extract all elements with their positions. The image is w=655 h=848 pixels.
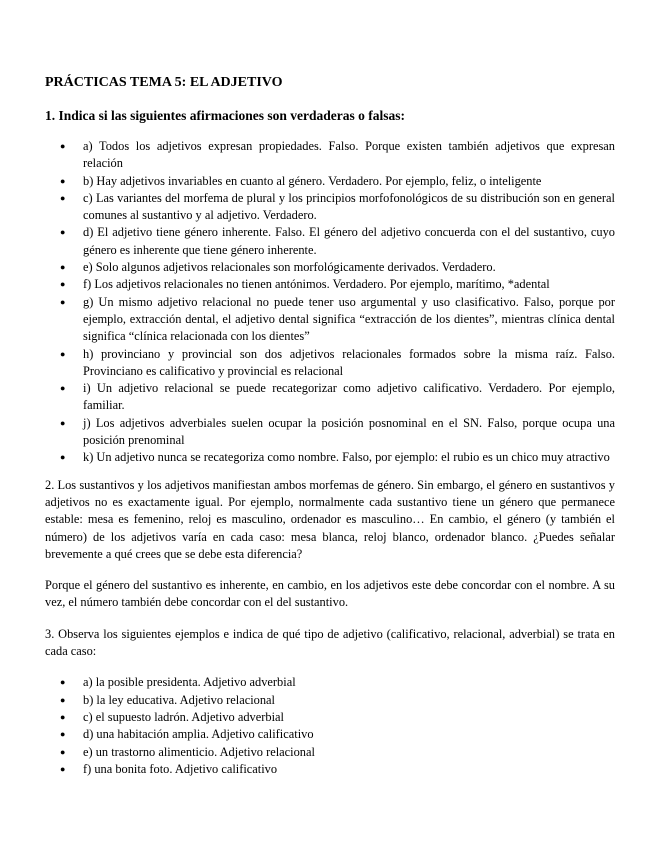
list-item: ● i) Un adjetivo relacional se puede recategorizar como adjetivo calificativo. Verdadero. Por ejemplo, familiar. — [45, 380, 615, 415]
list-item: ● e) un trastorno alimenticio. Adjetivo relacional — [45, 744, 615, 761]
list-item: ● e) Solo algunos adjetivos relacionales son morfológicamente derivados. Verdadero. — [45, 259, 615, 276]
page-title: PRÁCTICAS TEMA 5: EL ADJETIVO — [45, 75, 283, 90]
section-1-list — [45, 138, 615, 467]
section-1-heading: 1. Indica si las siguientes afirmaciones son verdaderas o falsas: — [45, 108, 406, 123]
section-3-list — [45, 674, 615, 778]
section-2-answer: Porque el género del sustantivo es inherente, en cambio, en los adjetivos este debe concordar con el nombre. A su vez, el número también debe concordar con el del sustantivo. — [45, 578, 615, 610]
section-2-question: 2. Los sustantivos y los adjetivos manifiestan ambos morfemas de género. Sin embargo, el género en sustantivos y adjetivos no es exactamente igual. Por ejemplo, normalmente cada sustantivo tiene un género que permanece estable: mesa es femenino, reloj es masculino, ordenador es masculino… En cambio, el género (y también el número) de los adjetivos varía en cada caso: mesa blanca, reloj blanco, ordenador blanco. ¿Puedes señalar brevemente a qué crees que se debe esta diferencia? — [45, 477, 615, 561]
list-item: ● j) Los adjetivos adverbiales suelen ocupar la posición posnominal en el SN. Falso, porque ocupa una posición prenominal — [45, 415, 615, 450]
list-item: ● g) Un mismo adjetivo relacional no puede tener uso argumental y uso clasificativo. Falso, porque por ejemplo, extracción dental, el adjetivo dental significa “extracción de los dientes”, mientras clínica dental significa “clínica relacionada con los dientes” — [45, 294, 615, 346]
list-item: ● a) Todos los adjetivos expresan propiedades. Falso. Porque existen también adjetivos que expresan relación — [45, 138, 615, 173]
list-item: ● f) Los adjetivos relacionales no tienen antónimos. Verdadero. Por ejemplo, marítimo, *adental — [45, 276, 615, 293]
list-item: ● a) la posible presidenta. Adjetivo adverbial — [45, 674, 615, 691]
list-item: ● b) Hay adjetivos invariables en cuanto al género. Verdadero. Por ejemplo, feliz, o inteligente — [45, 173, 615, 190]
list-item: ● h) provinciano y provincial son dos adjetivos relacionales formados sobre la misma raíz. Falso. Provinciano es calificativo y provincial es relacional — [45, 346, 615, 381]
list-item: ● b) la ley educativa. Adjetivo relacional — [45, 692, 615, 709]
list-item: ● c) el supuesto ladrón. Adjetivo adverbial — [45, 709, 615, 726]
list-item: ● c) Las variantes del morfema de plural y los principios morfofonológicos de su distribución son en general comunes al sustantivo y al adjetivo. Verdadero. — [45, 190, 615, 225]
list-item: ● d) una habitación amplia. Adjetivo calificativo — [45, 726, 615, 743]
list-item: ● d) El adjetivo tiene género inherente. Falso. El género del adjetivo concuerda con el del sustantivo, cuyo género es inherente que tiene género inherente. — [45, 224, 615, 259]
list-item: ● f) una bonita foto. Adjetivo calificativo — [45, 761, 615, 778]
list-item: ● k) Un adjetivo nunca se recategoriza como nombre. Falso, por ejemplo: el rubio es un chico muy atractivo — [45, 449, 615, 466]
section-3-question: 3. Observa los siguientes ejemplos e indica de qué tipo de adjetivo (calificativo, relacional, adverbial) se trata en cada caso: — [45, 626, 615, 659]
